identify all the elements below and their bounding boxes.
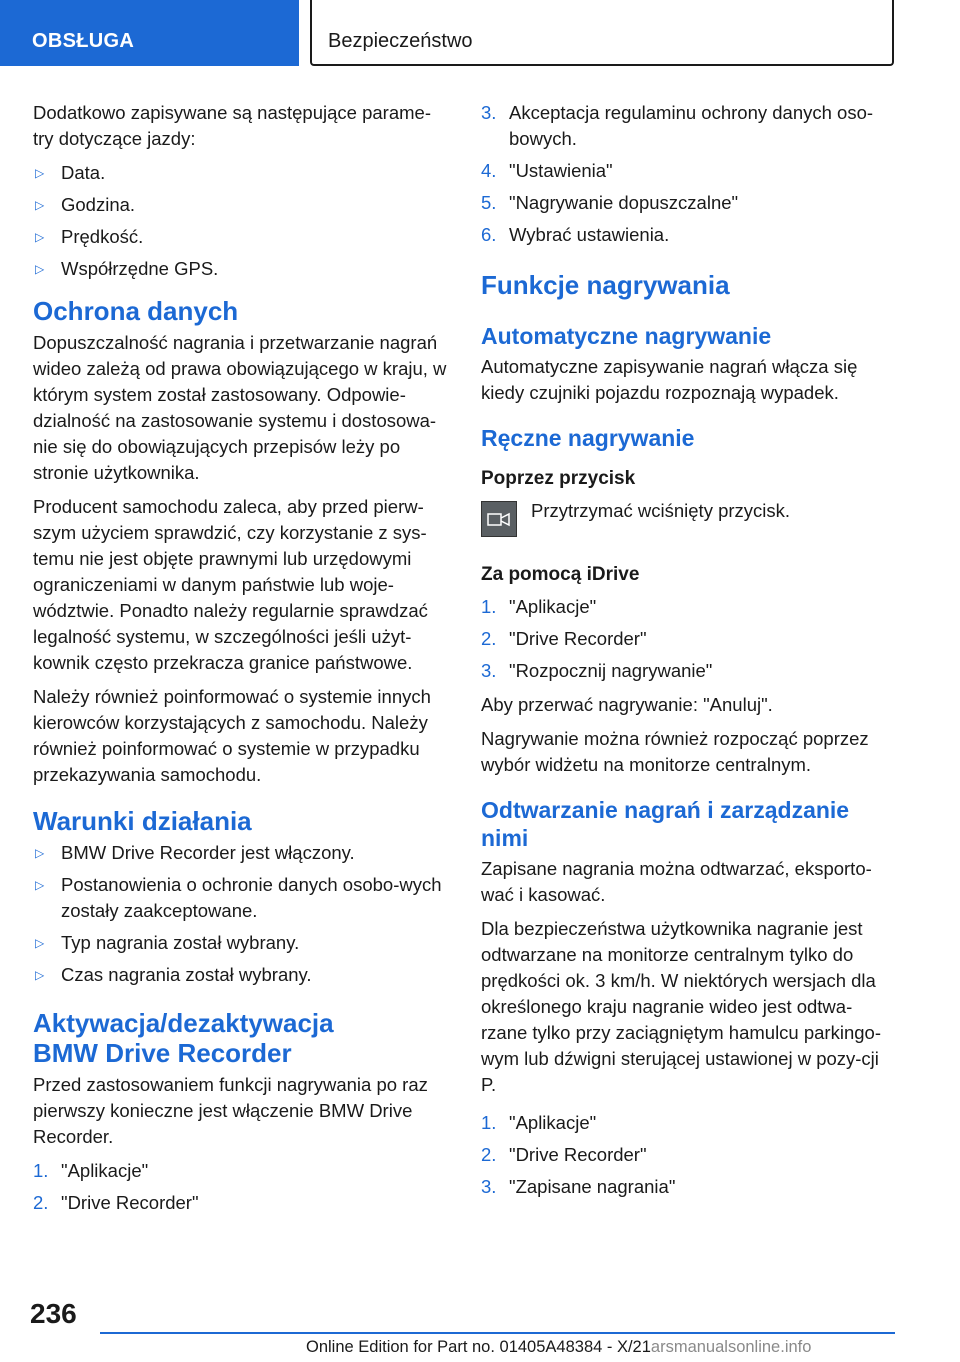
list-item: ▷ Czas nagrania został wybrany.: [33, 962, 447, 988]
list-item: 2. "Drive Recorder": [481, 626, 895, 652]
list-item: 3. Akceptacja regulaminu ochrony danych oso-bowych.: [481, 102, 874, 149]
step-number: 5.: [481, 192, 497, 213]
auto-paragraph: Automatyczne zapisywanie nagrań włącza się kiedy czujniki pojazdu rozpoznają wypadek.: [481, 356, 858, 403]
step-number: 3.: [481, 1176, 497, 1197]
list-item: ▷ Współrzędne GPS.: [33, 256, 447, 282]
playback-heading: Odtwarzanie nagrań i zarządzanie nimi: [481, 797, 850, 851]
bullet-triangle-icon: ▷: [35, 968, 45, 982]
activation-heading-line-1: Aktywacja/dezaktywacja: [33, 1008, 334, 1038]
list-item: 1. "Aplikacje": [33, 1158, 447, 1184]
list-item: 3. "Zapisane nagrania": [481, 1174, 895, 1200]
step-number: 3.: [481, 660, 497, 681]
privacy-heading: Ochrona danych: [33, 296, 239, 326]
list-item: 3. "Rozpocznij nagrywanie": [481, 658, 895, 684]
list-item: 6. Wybrać ustawienia.: [481, 222, 895, 248]
list-item: 5. "Nagrywanie dopuszczalne": [481, 190, 895, 216]
page-number: 236: [30, 1298, 77, 1329]
list-item: ▷ Prędkość.: [33, 224, 447, 250]
section-tab: OBSŁUGA: [0, 0, 299, 66]
list-item: 2. "Drive Recorder": [33, 1190, 447, 1216]
footer-edition: [306, 1338, 811, 1357]
list-item: ▷ BMW Drive Recorder jest włączony.: [33, 840, 447, 866]
bullet-triangle-icon: ▷: [35, 846, 45, 860]
button-instruction: [481, 498, 895, 542]
step-number: 1.: [33, 1160, 49, 1181]
activation-paragraph: Przed zastosowaniem funkcji nagrywania po raz pierwszy konieczne jest włączenie BMW Drive Recorder.: [33, 1074, 428, 1147]
list-item: 1. "Aplikacje": [481, 1110, 895, 1136]
step-number: 1.: [481, 1112, 497, 1133]
functions-heading: Funkcje nagrywania: [481, 270, 730, 300]
bullet-triangle-icon: ▷: [35, 936, 45, 950]
auto-heading: Automatyczne nagrywanie: [481, 323, 772, 349]
edition-text: Online Edition for Part no. 01405A48384 - X/21: [306, 1338, 651, 1356]
step-number: 6.: [481, 224, 497, 245]
list-item: ▷ Godzina.: [33, 192, 447, 218]
privacy-paragraph-1: Dopuszczalność nagrania i przetwarzanie nagrań wideo zależą od prawa obowiązującego w kraju, w którym system został zastosowany. Odpowie-dzialność na zastosowanie systemu i dostosowa-nie się do obowiązujących przepisów leży po stronie użytkownika.: [33, 332, 447, 483]
bullet-triangle-icon: ▷: [35, 262, 45, 276]
record-button-icon: [481, 501, 517, 537]
step-number: 3.: [481, 102, 497, 123]
playback-paragraph-1: Zapisane nagrania można odtwarzać, eksporto-wać i kasować.: [481, 858, 872, 905]
idrive-steps: [481, 594, 895, 684]
bullet-triangle-icon: ▷: [35, 230, 45, 244]
intro-list: [33, 160, 447, 282]
manual-heading: Ręczne nagrywanie: [481, 425, 695, 451]
list-item: ▷ Typ nagrania został wybrany.: [33, 930, 447, 956]
list-item: ▷ Postanowienia o ochronie danych osobo-wych zostały zaakceptowane.: [35, 874, 442, 921]
playback-paragraph-2: Dla bezpieczeństwa użytkownika nagranie jest odtwarzane na monitorze centralnym tylko do prędkości ok. 3 km/h. W niektórych wersjach dla określonego kraju nagranie wideo jest odtwa-rzane tylko przy zaciągniętym hamulcu parkingo-wym lub dźwigni sterującej ustawionej w pozy-cji P.: [481, 918, 881, 1095]
bullet-triangle-icon: ▷: [35, 198, 45, 212]
list-item: 1. "Aplikacje": [481, 594, 895, 620]
list-item: ▷ Data.: [33, 160, 447, 186]
right-column: [481, 100, 895, 1208]
bullet-triangle-icon: ▷: [35, 166, 45, 180]
button-instruction-text: Przytrzymać wciśnięty przycisk.: [531, 500, 791, 521]
privacy-paragraph-3: Należy również poinformować o systemie innych kierowców korzystających z samochodu. Należy również poinformować o systemie w przypadku przekazywania samochodu.: [33, 686, 431, 785]
left-column: [33, 100, 447, 1224]
activation-heading-line-2: BMW Drive Recorder: [33, 1038, 292, 1068]
step-number: 4.: [481, 160, 497, 181]
bullet-triangle-icon: ▷: [35, 878, 45, 892]
list-item: 2. "Drive Recorder": [481, 1142, 895, 1168]
list-item: 4. "Ustawienia": [481, 158, 895, 184]
footer-divider: [100, 1332, 895, 1334]
step-number: 1.: [481, 596, 497, 617]
chapter-title: Bezpieczeństwo: [310, 0, 894, 66]
step-number: 2.: [481, 1144, 497, 1165]
activation-steps: [33, 1158, 447, 1216]
button-subheading: Poprzez przycisk: [481, 468, 636, 489]
activation-heading: [33, 1008, 447, 1068]
step-number: 2.: [33, 1192, 49, 1213]
manual-paragraph-1: Aby przerwać nagrywanie: "Anuluj".: [481, 694, 773, 715]
idrive-subheading: Za pomocą iDrive: [481, 564, 640, 585]
conditions-list: [33, 840, 447, 988]
step-number: 2.: [481, 628, 497, 649]
playback-steps: [481, 1110, 895, 1200]
privacy-paragraph-2: Producent samochodu zaleca, aby przed pierw-szym użyciem sprawdzić, czy korzystanie z sys-temu nie jest objęte prawnymi lub urzędowymi ograniczeniami w danym państwie lub woje-wództwie. Ponadto należy regularnie sprawdzać legalność systemu, w szczególności jeśli użyt-kownik często przekracza granice państwowe.: [33, 496, 428, 673]
activation-steps-continued: [481, 100, 895, 248]
watermark: arsmanualsonline.info: [650, 1338, 812, 1356]
manual-paragraph-2: Nagrywanie można również rozpocząć poprzez wybór widżetu na monitorze centralnym.: [481, 728, 869, 775]
conditions-heading: Warunki działania: [33, 806, 252, 836]
intro-paragraph: Dodatkowo zapisywane są następujące parame-try dotyczące jazdy:: [33, 102, 431, 149]
